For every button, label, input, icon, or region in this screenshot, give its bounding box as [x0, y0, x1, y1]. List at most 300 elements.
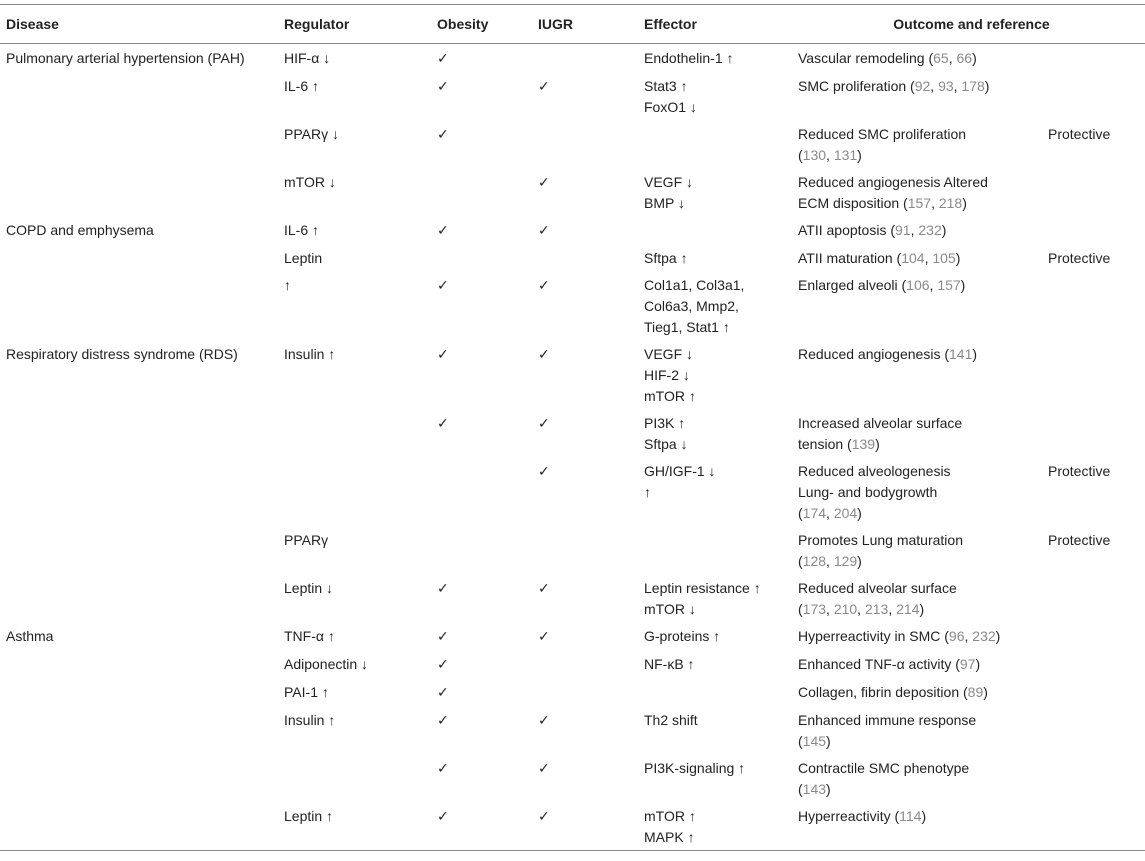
- table-row: [0, 120, 1145, 168]
- obesity-cell: [431, 622, 532, 650]
- obesity-cell: [431, 678, 532, 706]
- regulator-cell: [278, 678, 431, 706]
- iugr-cell: [532, 622, 638, 650]
- outcome-cell: [792, 244, 1042, 271]
- reference-link: 105: [932, 250, 956, 266]
- reference-link: 232: [972, 628, 996, 644]
- reference-link: 92: [914, 78, 931, 94]
- reference-link: 210: [833, 601, 858, 617]
- table-row: [0, 622, 1145, 650]
- outcome-line: [798, 434, 1042, 455]
- note-cell: [1042, 457, 1145, 526]
- note-cell: [1042, 802, 1145, 851]
- effector-cell: [638, 216, 792, 244]
- outcome-suffix: ): [975, 656, 981, 672]
- table-row: [0, 44, 1145, 73]
- effector-cell: [638, 457, 792, 526]
- obesity-check-icon: ✓: [437, 761, 449, 777]
- outcome-text: (: [798, 733, 803, 749]
- obesity-cell: [431, 409, 532, 457]
- obesity-cell: [431, 457, 532, 526]
- table-row: [0, 457, 1145, 526]
- effector-line: Leptin resistance ↑: [644, 580, 761, 596]
- outcome-text: Contractile SMC phenotype: [798, 760, 970, 776]
- effector-cell: [638, 44, 792, 73]
- note-cell: [1042, 216, 1145, 244]
- outcome-line: [798, 682, 1042, 703]
- effector-line: G-proteins ↑: [644, 628, 721, 644]
- note-cell: [1042, 650, 1145, 678]
- iugr-cell: [532, 271, 638, 340]
- outcome-line: (173, 210, 213, 214): [798, 601, 925, 617]
- obesity-cell: [431, 802, 532, 851]
- outcome-suffix: ): [857, 505, 862, 521]
- outcome-suffix: ): [984, 78, 990, 94]
- reference-link: 104: [901, 250, 925, 266]
- effector-line: PI3K-signaling ↑: [644, 760, 746, 776]
- disease-cell: [0, 706, 278, 754]
- outcome-text: Reduced alveolar surface: [798, 580, 957, 596]
- regulator-name: Adiponectin ↓: [284, 656, 369, 672]
- regulator-cell: [278, 44, 431, 73]
- outcome-cell: [792, 457, 1042, 526]
- obesity-cell: [431, 244, 532, 271]
- outcome-line: (130, 131): [798, 147, 862, 163]
- obesity-cell: [431, 526, 532, 574]
- outcome-cell: [792, 650, 1042, 678]
- protective-note: Protective: [1048, 532, 1111, 548]
- iugr-check-icon: ✓: [538, 581, 550, 597]
- obesity-check-icon: ✓: [437, 657, 449, 673]
- outcome-line: [798, 710, 1042, 731]
- effector-line: mTOR ↑: [644, 808, 696, 824]
- iugr-check-icon: ✓: [538, 223, 550, 239]
- note-cell: [1042, 168, 1145, 216]
- table-row: [0, 168, 1145, 216]
- iugr-check-icon: ✓: [538, 629, 550, 645]
- obesity-cell: [431, 120, 532, 168]
- effector-cell: [638, 244, 792, 271]
- outcome-line: (128, 129): [798, 553, 862, 569]
- header-iugr: IUGR: [538, 15, 573, 32]
- note-cell: [1042, 754, 1145, 802]
- effector-cell: [638, 574, 792, 622]
- note-cell: [1042, 526, 1145, 574]
- outcome-suffix: ): [983, 684, 988, 700]
- note-cell: [1042, 44, 1145, 73]
- regulator-cell: [278, 168, 431, 216]
- regulator-name: Leptin ↑: [284, 808, 334, 824]
- disease-name: COPD and emphysema: [6, 222, 154, 238]
- outcome-text: Enhanced TNF-α activity (: [798, 656, 960, 672]
- regulator-cell: [278, 244, 431, 271]
- reference-link: 218: [938, 195, 963, 211]
- reference-link: 141: [949, 346, 973, 362]
- outcome-text: Enlarged alveoli (: [798, 277, 907, 293]
- outcome-cell: [792, 526, 1042, 574]
- obesity-check-icon: ✓: [437, 809, 449, 825]
- effector-line: VEGF ↓: [644, 174, 694, 190]
- iugr-check-icon: ✓: [538, 79, 550, 95]
- reference-link: 65: [933, 50, 949, 66]
- outcome-suffix: ): [857, 553, 862, 569]
- regulator-cell: [278, 802, 431, 851]
- reference-link: 173: [802, 601, 827, 617]
- obesity-cell: [431, 754, 532, 802]
- effector-cell: [638, 271, 792, 340]
- note-cell: [1042, 72, 1145, 120]
- reference-link: 130: [802, 147, 827, 163]
- iugr-cell: [532, 120, 638, 168]
- regulator-cell: [278, 120, 431, 168]
- effector-line: BMP ↓: [644, 195, 685, 211]
- regulator-cell: [278, 216, 431, 244]
- outcome-line: [798, 806, 1042, 827]
- effector-line: mTOR ↑: [644, 388, 696, 404]
- effector-cell: [638, 622, 792, 650]
- table-row: [0, 72, 1145, 120]
- outcome-line: Enlarged alveoli (106, 157): [798, 277, 966, 293]
- disease-cell: [0, 244, 278, 271]
- regulator-cell: [278, 271, 431, 340]
- note-cell: [1042, 409, 1145, 457]
- note-cell: [1042, 244, 1145, 271]
- effector-line: Col1a1, Col3a1,: [644, 277, 745, 293]
- outcome-cell: [792, 622, 1042, 650]
- table-row: [0, 216, 1145, 244]
- obesity-check-icon: ✓: [437, 581, 449, 597]
- obesity-check-icon: ✓: [437, 127, 449, 143]
- effector-cell: [638, 678, 792, 706]
- iugr-cell: [532, 340, 638, 409]
- note-cell: [1042, 271, 1145, 340]
- outcome-cell: [792, 678, 1042, 706]
- disease-name: Pulmonary arterial hypertension (PAH): [6, 50, 245, 66]
- effector-line: Sftpa ↓: [644, 436, 688, 452]
- regulator-cell: [278, 754, 431, 802]
- reference-link: 106: [906, 277, 930, 293]
- outcome-cell: [792, 120, 1042, 168]
- iugr-check-icon: ✓: [538, 347, 550, 363]
- regulator-name: PPARγ ↓: [284, 126, 339, 142]
- reference-link: 157: [937, 277, 961, 293]
- reference-link: 213: [864, 601, 889, 617]
- disease-cell: [0, 216, 278, 244]
- outcome-cell: [792, 72, 1042, 120]
- iugr-cell: [532, 802, 638, 851]
- header-regulator: Regulator: [284, 15, 350, 32]
- disease-cell: [0, 622, 278, 650]
- obesity-check-icon: ✓: [437, 629, 449, 645]
- effector-line: Sftpa ↑: [644, 250, 688, 266]
- effector-cell: [638, 409, 792, 457]
- outcome-cell: [792, 802, 1042, 851]
- obesity-check-icon: ✓: [437, 713, 449, 729]
- obesity-cell: [431, 340, 532, 409]
- obesity-check-icon: ✓: [437, 278, 449, 294]
- outcome-line: [798, 530, 1042, 551]
- disease-name: Respiratory distress syndrome (RDS): [6, 346, 238, 362]
- effector-line: PI3K ↑: [644, 415, 686, 431]
- obesity-check-icon: ✓: [437, 685, 449, 701]
- regulator-name: PAI-1 ↑: [284, 684, 329, 700]
- regulator-cell: [278, 72, 431, 120]
- regulator-name: IL-6 ↑: [284, 222, 320, 238]
- outcome-cell: [792, 340, 1042, 409]
- outcome-cell: [792, 216, 1042, 244]
- regulator-name: IL-6 ↑: [284, 78, 320, 94]
- outcome-text: ATII apoptosis (: [798, 222, 896, 238]
- effector-line: MAPK ↑: [644, 829, 695, 845]
- iugr-cell: [532, 244, 638, 271]
- disease-cell: [0, 457, 278, 526]
- outcome-suffix: ): [941, 222, 947, 238]
- disease-cell: [0, 340, 278, 409]
- header-outcome: Outcome and reference: [893, 15, 1050, 32]
- obesity-cell: [431, 271, 532, 340]
- obesity-cell: [431, 44, 532, 73]
- table-row: [0, 526, 1145, 574]
- disease-cell: [0, 409, 278, 457]
- note-cell: [1042, 706, 1145, 754]
- reference-link: 96: [948, 628, 965, 644]
- outcome-text: Reduced angiogenesis (: [798, 346, 949, 362]
- disease-cell: [0, 678, 278, 706]
- header-disease: Disease: [6, 15, 59, 32]
- outcome-line: [798, 124, 1042, 145]
- regulator-name: Insulin ↑: [284, 712, 336, 728]
- outcome-suffix: ): [875, 436, 880, 452]
- reference-link: 145: [802, 733, 827, 749]
- regulator-cell: [278, 526, 431, 574]
- outcome-line: [798, 172, 1042, 193]
- note-cell: [1042, 120, 1145, 168]
- outcome-suffix: ): [962, 195, 967, 211]
- outcome-text: Reduced alveologenesis: [798, 463, 951, 479]
- outcome-line: [798, 461, 1042, 482]
- reference-link: 157: [907, 195, 932, 211]
- reference-link: 129: [833, 553, 858, 569]
- iugr-cell: [532, 574, 638, 622]
- outcome-text: Increased alveolar surface: [798, 415, 963, 431]
- outcome-text: Collagen, fibrin deposition (: [798, 684, 968, 700]
- regulator-cell: [278, 340, 431, 409]
- outcome-cell: [792, 706, 1042, 754]
- outcome-suffix: ): [972, 346, 978, 362]
- outcome-cell: [792, 271, 1042, 340]
- effector-line: Endothelin-1 ↑: [644, 50, 734, 66]
- effector-line: Tieg1, Stat1 ↑: [644, 319, 730, 335]
- table-body: [0, 44, 1145, 851]
- regulator-name: HIF-α ↓: [284, 50, 331, 66]
- protective-note: Protective: [1048, 250, 1111, 266]
- reference-link: 128: [802, 553, 827, 569]
- reference-link: 93: [938, 78, 954, 94]
- outcome-text: Reduced angiogenesis Altered: [798, 174, 988, 190]
- effector-cell: [638, 526, 792, 574]
- effector-line: GH/IGF-1 ↓: [644, 463, 716, 479]
- iugr-check-icon: ✓: [538, 278, 550, 294]
- reference-link: 214: [896, 601, 920, 617]
- reference-link: 91: [895, 222, 911, 238]
- outcome-suffix: ): [995, 628, 1001, 644]
- outcome-line: Vascular remodeling (65, 66): [798, 50, 977, 66]
- note-cell: [1042, 678, 1145, 706]
- regulator-name: ↑: [284, 277, 291, 293]
- effector-line: mTOR ↓: [644, 601, 696, 617]
- effector-line: Col6a3, Mmp2,: [644, 298, 739, 314]
- outcome-text: Enhanced immune response: [798, 712, 977, 728]
- disease-cell: [0, 526, 278, 574]
- obesity-cell: [431, 216, 532, 244]
- disease-cell: [0, 754, 278, 802]
- note-cell: [1042, 574, 1145, 622]
- header-obesity: Obesity: [437, 15, 489, 32]
- obesity-check-icon: ✓: [437, 416, 449, 432]
- outcome-line: [798, 654, 1042, 675]
- outcome-suffix: ): [972, 50, 977, 66]
- table-row: [0, 409, 1145, 457]
- outcome-line: Hyperreactivity in SMC (96, 232): [798, 628, 1001, 644]
- outcome-line: ATII apoptosis (91, 232): [798, 222, 947, 238]
- outcome-text: ATII maturation (: [798, 250, 902, 266]
- regulator-name: TNF-α ↑: [284, 628, 335, 644]
- obesity-cell: [431, 72, 532, 120]
- outcome-text: Vascular remodeling (: [798, 50, 934, 66]
- outcome-text: (: [798, 601, 803, 617]
- outcome-cell: [792, 44, 1042, 73]
- table-row: [0, 244, 1145, 271]
- disease-cell: [0, 574, 278, 622]
- outcome-cell: [792, 574, 1042, 622]
- disease-cell: [0, 650, 278, 678]
- obesity-check-icon: ✓: [437, 347, 449, 363]
- iugr-cell: [532, 754, 638, 802]
- effector-line: ↑: [644, 484, 651, 500]
- outcome-line: (174, 204): [798, 505, 862, 521]
- iugr-cell: [532, 457, 638, 526]
- outcome-suffix: ): [826, 733, 831, 749]
- iugr-cell: [532, 168, 638, 216]
- iugr-cell: [532, 526, 638, 574]
- reference-link: 89: [967, 684, 984, 700]
- iugr-cell: [532, 409, 638, 457]
- regulator-cell: [278, 650, 431, 678]
- table-row: [0, 340, 1145, 409]
- effector-cell: [638, 120, 792, 168]
- iugr-check-icon: ✓: [538, 761, 550, 777]
- outcome-line: [798, 731, 1042, 752]
- outcome-text: Lung- and bodygrowth: [798, 484, 938, 500]
- header-effector: Effector: [644, 15, 697, 32]
- effector-line: NF-κB ↑: [644, 656, 695, 672]
- outcome-line: [798, 344, 1042, 365]
- reference-link: 131: [833, 147, 858, 163]
- obesity-check-icon: ✓: [437, 51, 449, 67]
- outcome-line: SMC proliferation (92, 93, 178): [798, 78, 990, 94]
- regulator-cell: [278, 622, 431, 650]
- iugr-cell: [532, 216, 638, 244]
- outcome-line: [798, 779, 1042, 800]
- regulator-cell: [278, 574, 431, 622]
- outcome-cell: [792, 168, 1042, 216]
- iugr-check-icon: ✓: [538, 416, 550, 432]
- outcome-suffix: ): [857, 147, 862, 163]
- effector-line: FoxO1 ↓: [644, 99, 697, 115]
- outcome-cell: [792, 754, 1042, 802]
- table-header-row: [0, 5, 1145, 44]
- effector-cell: [638, 340, 792, 409]
- obesity-cell: [431, 168, 532, 216]
- protective-note: Protective: [1048, 463, 1111, 479]
- outcome-suffix: ): [955, 250, 961, 266]
- regulator-name: PPARγ: [284, 532, 329, 548]
- effector-line: Stat3 ↑: [644, 78, 688, 94]
- table-row: [0, 650, 1145, 678]
- reference-link: 66: [956, 50, 973, 66]
- outcome-line: ECM disposition (157, 218): [798, 195, 967, 211]
- outcome-line: [798, 413, 1042, 434]
- effector-cell: [638, 802, 792, 851]
- outcome-text: (: [798, 553, 803, 569]
- reference-link: 178: [961, 78, 985, 94]
- effector-cell: [638, 650, 792, 678]
- effector-cell: [638, 168, 792, 216]
- reference-link: 143: [802, 781, 827, 797]
- iugr-cell: [532, 44, 638, 73]
- disease-cell: [0, 44, 278, 73]
- effector-line: VEGF ↓: [644, 346, 694, 362]
- regulator-name: Insulin ↑: [284, 346, 336, 362]
- outcome-text: (: [798, 781, 803, 797]
- effector-cell: [638, 706, 792, 754]
- note-cell: [1042, 622, 1145, 650]
- reference-link: 204: [833, 505, 858, 521]
- outcome-text: SMC proliferation (: [798, 78, 915, 94]
- effector-line: HIF-2 ↓: [644, 367, 690, 383]
- regulator-name: Leptin: [284, 250, 323, 266]
- regulator-cell: [278, 457, 431, 526]
- outcome-text: (: [798, 505, 803, 521]
- table-row: [0, 754, 1145, 802]
- iugr-cell: [532, 72, 638, 120]
- effector-cell: [638, 754, 792, 802]
- iugr-check-icon: ✓: [538, 464, 550, 480]
- outcome-text: Reduced SMC proliferation: [798, 126, 967, 142]
- table-row: [0, 271, 1145, 340]
- effector-line: Th2 shift: [644, 712, 698, 728]
- obesity-cell: [431, 574, 532, 622]
- outcome-line: ATII maturation (104, 105): [798, 250, 961, 266]
- table-row: [0, 706, 1145, 754]
- regulator-cell: [278, 706, 431, 754]
- table-row: [0, 802, 1145, 851]
- disease-cell: [0, 168, 278, 216]
- reference-link: 97: [959, 656, 976, 672]
- outcome-line: [798, 482, 1042, 503]
- reference-link: 174: [802, 505, 827, 521]
- iugr-cell: [532, 678, 638, 706]
- outcome-text: Hyperreactivity (: [798, 808, 900, 824]
- disease-cell: [0, 271, 278, 340]
- iugr-cell: [532, 650, 638, 678]
- note-cell: [1042, 340, 1145, 409]
- obesity-cell: [431, 706, 532, 754]
- iugr-check-icon: ✓: [538, 175, 550, 191]
- regulator-name: mTOR ↓: [284, 174, 336, 190]
- outcome-text: (: [798, 147, 803, 163]
- table-row: [0, 678, 1145, 706]
